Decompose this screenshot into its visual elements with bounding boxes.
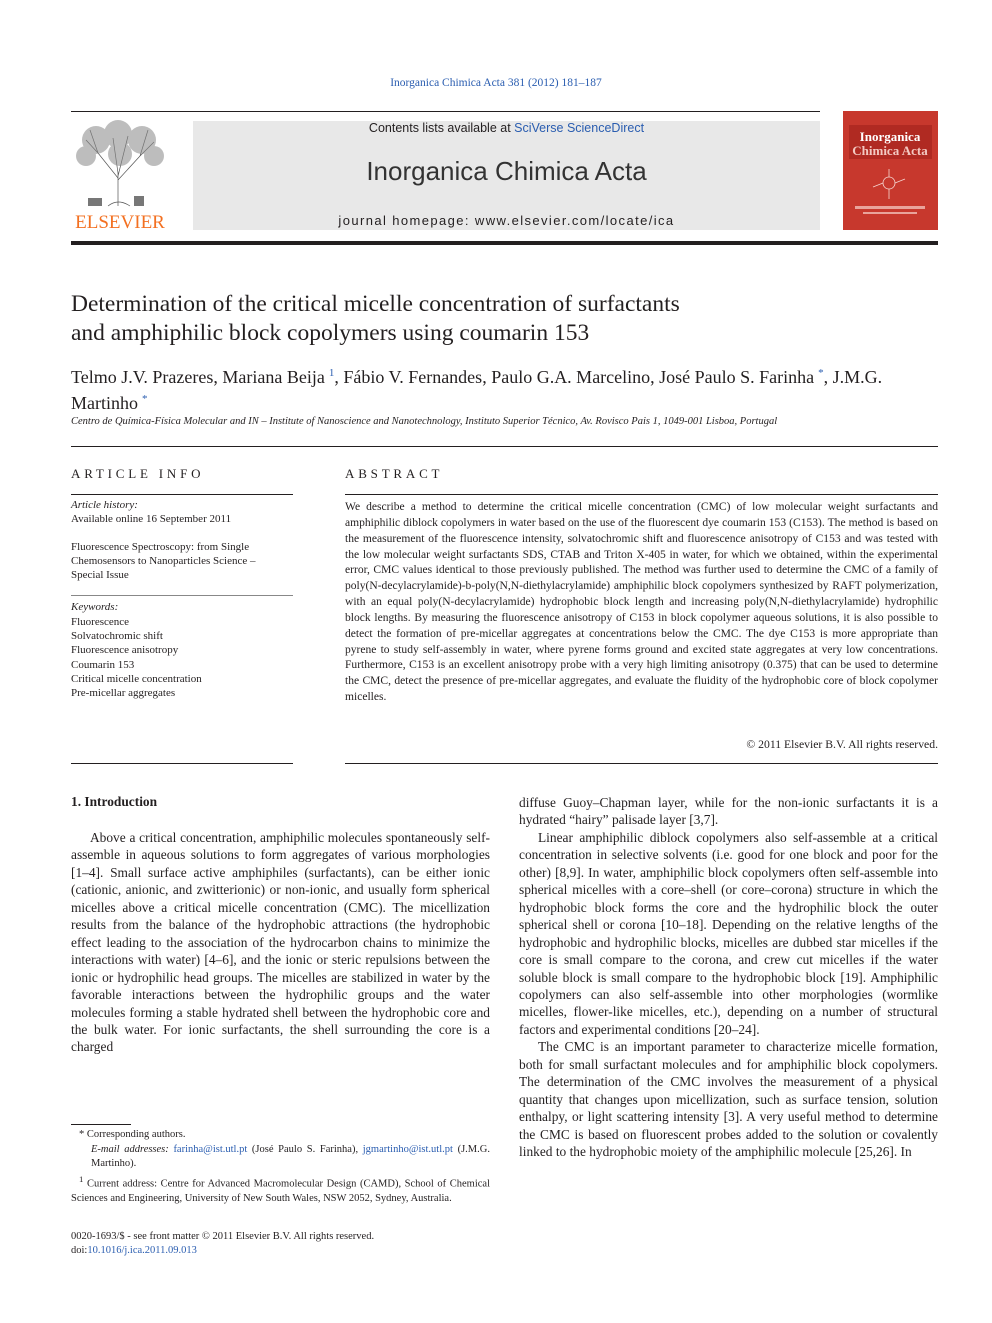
author-mark[interactable]: * [818, 367, 824, 379]
keyword-item: Solvatochromic shift [71, 630, 163, 643]
special-issue: Fluorescence Spectroscopy: from Single Chemosensors to Nanoparticles Science – Special Issue [71, 540, 256, 582]
journal-reference[interactable]: Inorganica Chimica Acta 381 (2012) 181–187 [390, 77, 602, 89]
article-info-panel [71, 498, 293, 701]
keyword-item: Coumarin 153 [71, 658, 135, 671]
issn-line: 0020-1693/$ - see front matter © 2011 Elsevier B.V. All rights reserved. [71, 1231, 375, 1242]
footnote-current-address [71, 1172, 490, 1207]
elsevier-tree-icon [68, 118, 172, 230]
article-info-heading: ARTICLE INFO [71, 466, 205, 481]
footnote-corresponding-text: Corresponding authors. [86, 1129, 186, 1140]
article-info-bottom-rule [71, 763, 293, 764]
keyword-item: Fluorescence anisotropy [71, 644, 179, 657]
keyword-item: Fluorescence [71, 615, 130, 628]
doi-link[interactable]: 10.1016/j.ica.2011.09.013 [87, 1245, 197, 1256]
footnote-corresponding [71, 1128, 490, 1143]
author-mark[interactable]: 1 [328, 367, 335, 379]
footnotes [71, 1128, 490, 1206]
bottom-metadata [71, 1230, 491, 1258]
author-mark[interactable]: * [142, 393, 148, 405]
author-separator: , [823, 367, 829, 387]
author-name[interactable]: Mariana Beija [222, 367, 325, 387]
journal-cover-image [843, 111, 938, 230]
keywords-list [71, 615, 293, 701]
email-link-farinha[interactable]: farinha@ist.utl.pt [173, 1143, 248, 1155]
header-top-rule [71, 111, 820, 112]
author-list [71, 362, 938, 414]
paragraph: Above a critical concentration, amphiphilic molecules spontaneously self-assemble in aqueous solutions to form aggregates of various morphologies [1–4]. Small surface active amphiphiles (surfactants), can be either ionic (cationic, anionic, and zwitterionic) or non-ionic, and usually form spherical micelles above a critical micelle concentration (CMC). The micellization results from the balance of the hydrophobic attractions (the hydrophobic effect leading to the association of the hydrocarbon chains to minimize the interactions with water) [4–6], and the ionic or steric repulsions between the ionic or hydrophilic head groups. The micelles are stabilized in water by the favorable interactions between the hydrophilic groups and the water molecules forming a stable hydrated shell between the hydrophobic core and the bulk water. For ionic surfactants, the shell surrounding the core is a charged [71, 830, 490, 1055]
paragraph: Linear amphiphilic diblock copolymers also self-assemble at a critical concentration in selective solvents (i.e. good for one block and poor for the other) [8,9]. In water, amphiphilic block copolymers often self-assemble into spherical micelles with a core–shell (or core–corona) structure in which the hydrophobic block forms the core and the hydrophilic block the outer spherical shell or corona [10–18]. Depending on the relative lengths of the hydrophobic and hydrophilic blocks, micelles are dubbed star micelles if the core is small compare to the corona, and crew cut micelles if the water soluble block is small compare to the hydrophobic block [19]. Amphiphilic copolymers can also self-assemble into other morphologies (wormlike micelles, flower-like micelles, etc.), depending on a number of structural factors and experimental conditions [20–24]. [519, 829, 938, 1037]
footnote-rule [71, 1124, 131, 1125]
cover-title-2: Chimica Acta [852, 143, 928, 158]
keywords-label: Keywords: [71, 601, 119, 614]
header-thick-rule [71, 241, 938, 245]
author-separator: , [334, 367, 344, 387]
paragraph: diffuse Guoy–Chapman layer, while for the non-ionic surfactants it is a hydrated “hairy” palisade layer [3,7]. [519, 795, 938, 828]
author-separator: , [213, 367, 223, 387]
history-value: Available online 16 September 2011 [71, 513, 232, 526]
email2-owner: (J.M.G. Martinho). [91, 1143, 490, 1170]
elsevier-logo [68, 118, 172, 230]
author-separator: , [482, 367, 492, 387]
article-title [71, 290, 931, 348]
journal-name: Inorganica Chimica Acta [366, 156, 647, 186]
author-name[interactable]: Paulo G.A. Marcelino [491, 367, 651, 387]
footnote-emails [71, 1143, 490, 1172]
article-info-divider [71, 595, 293, 596]
author-name[interactable]: J.M.G. Martinho [71, 367, 883, 413]
homepage-url[interactable]: www.elsevier.com/locate/ica [474, 213, 675, 228]
paragraph: The CMC is an important parameter to characterize micelle formation, both for small surfactant molecules and for amphiphilic block copolymers. The determination of the CMC involves the measurement of a physical quantity that changes upon micellization, such as surface tension, solution enthalpy, or light scattering intensity [3]. A very useful method to determine the CMC is based on fluorescent probes added to the solution or covalently linked to the hydrophobic moiety of the amphiphilic molecule [25,26]. In [519, 1039, 938, 1160]
contents-prefix: Contents lists available at [368, 121, 515, 135]
email-label: E-mail addresses: [91, 1143, 174, 1155]
contents-line [193, 121, 820, 135]
homepage-prefix: journal homepage: [338, 213, 475, 228]
author-name[interactable]: Fábio V. Fernandes [343, 367, 483, 387]
abstract-copyright: © 2011 Elsevier B.V. All rights reserved. [746, 738, 938, 751]
body-column-right [519, 794, 938, 1161]
abstract-rule [345, 494, 938, 495]
footnote-current-address-text: Current address: Centre for Advanced Macromolecular Design (CAMD), School of Chemical Sciences and Engineering, University of New South Wales, NSW 2052, Sydney, Australia. [71, 1178, 490, 1204]
doi-line [71, 1244, 491, 1258]
cover-art-icon [843, 111, 938, 230]
sciencedirect-link[interactable]: SciVerse ScienceDirect [514, 121, 645, 135]
elsevier-wordmark: ELSEVIER [75, 212, 165, 230]
abstract-bottom-rule [345, 763, 938, 764]
body-column-left [71, 829, 490, 1056]
affiliation-rule [71, 446, 938, 447]
title-line-2: and amphiphilic block copolymers using coumarin 153 [71, 320, 590, 346]
keyword-item: Pre-micellar aggregates [71, 687, 176, 700]
journal-homepage [193, 213, 820, 228]
author-name[interactable]: José Paulo S. Farinha [659, 367, 815, 387]
author-name[interactable]: Telmo J.V. Prazeres [71, 367, 214, 387]
keyword-item: Critical micelle concentration [71, 672, 202, 685]
abstract-text: We describe a method to determine the critical micelle concentration (CMC) of low molecular weight surfactants and amphiphilic diblock copolymers in water based on the use of the fluorescent dye coumarin 153 (C153). The method is based on the measurement of the fluorescence intensity, solvatochromic shift and fluorescence anisotropy of C153 and was tested with the low molecular weight surfactants SDS, CTAB and Triton X-405 in water, for which we obtained, within the experimental error, CMC values identical to those previously published. The method was further used to determine the CMC of a family of poly(N-decylacrylamide)-b-poly(N,N-diethylacrylamide) amphiphilic block copolymers synthesized by RAFT polymerization, with an equal poly(N-decylacrylamide) hydrophobic block length and increasing poly(N,N-diethylacrylamide) hydrophilic block lengths. By measuring the fluorescence anisotropy of C153 in block copolymer aqueous solutions, it is also possible to detect the formation of pre-micellar aggregates at concentrations below the CMC. The dye C153 is more appropriate than pyrene to study self-assembly in water, where pyrene forms ground and excited state aggregates at very low concentrations. Furthermore, C153 is an excellent anisotropy probe with a very high limiting anisotropy (0.375) that can be used to determine the CMC, detect the presence of pre-micellar aggregates, and evaluate the fluidity of the hydrophobic core of block copolymer micelles. [345, 501, 938, 704]
abstract-heading: ABSTRACT [345, 466, 444, 481]
cover-title-1: Inorganica [859, 129, 921, 144]
author-separator: , [650, 367, 660, 387]
email1-owner: (José Paulo S. Farinha), [247, 1143, 363, 1155]
doi-prefix: doi: [71, 1245, 88, 1256]
section-heading-introduction: 1. Introduction [71, 794, 158, 809]
footnote-mark: * [79, 1129, 85, 1140]
article-info-rule [71, 494, 293, 495]
email-link-martinho[interactable]: jgmartinho@ist.utl.pt [362, 1143, 453, 1155]
history-label: Article history: [71, 499, 138, 511]
affiliation: Centro de Química-Física Molecular and IN – Institute of Nanoscience and Nanotechnology, Instituto Superior Técnico, Av. Rovisco Pais 1, 1049-001 Lisboa, Portugal [71, 416, 778, 427]
footnote-mark: 1 [79, 1173, 84, 1184]
title-line-1: Determination of the critical micelle concentration of surfactants [71, 291, 680, 317]
